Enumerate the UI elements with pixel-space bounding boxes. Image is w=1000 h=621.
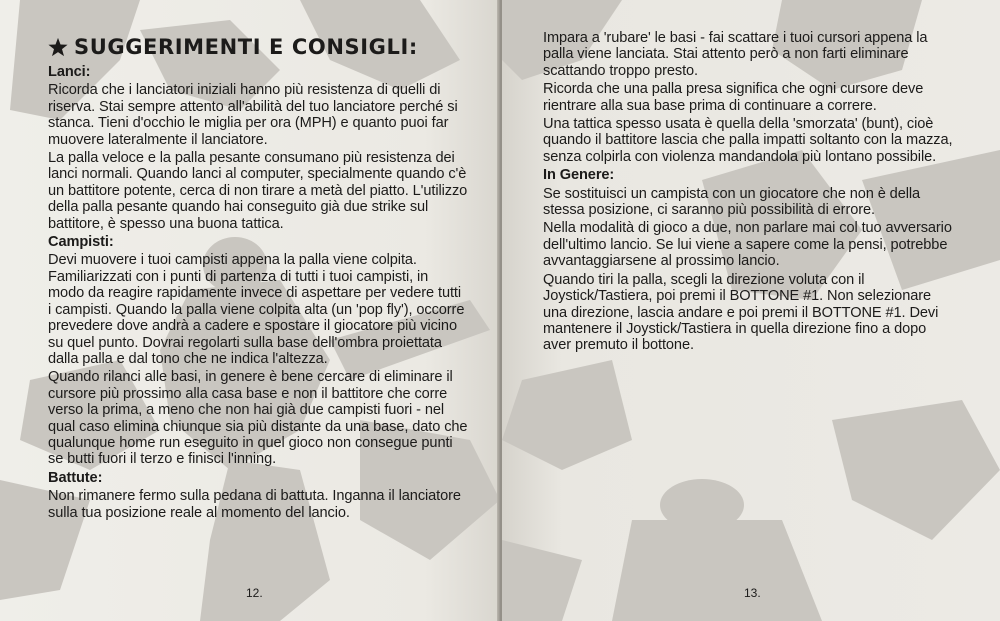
paragraph: Quando tiri la palla, scegli la direzione voluta con il Joystick/Tastiera, poi premi il BOTTONE #1. Non selezionare una direzione, lascia andare e poi premi il BOTTONE #1. Devi mantenere il Joystick/Tastiera in quella direzione fino a dopo aver premuto il bottone. (543, 271, 939, 354)
paragraph: Una tattica spesso usata è quella della 'smorzata' (bunt), cioè quando il battitore lascia che palla impatti soltanto con la mazza, senza colpirla con violenza mandandola più lontano possibile. (543, 116, 953, 165)
page-title (48, 34, 468, 60)
paragraph: Nella modalità di gioco a due, non parlare mai col tuo avversario dell'ultimo lancio. Se lui viene a sapere come la pensi, potrebbe avvantaggiarsene al prossimo lancio. (543, 220, 952, 270)
section-heading-in-genere: In Genere: (543, 167, 615, 184)
paragraph: Ricorda che i lanciatori iniziali hanno più resistenza di quelli di riserva. Stai sempre attento all'abilità del tuo lanciatore perché si stanca. Tieni d'occhio le miglia per ora (MPH) e quanto puoi far muovere lateralmente il lanciatore. (48, 82, 458, 148)
paragraph: Devi muovere i tuoi campisti appena la palla viene colpita. Familiarizzati con i punti di partenza di tutti i tuoi campisti, in modo da reagire rapidamente invece di aspettare per vedere tutti i campisti. Quando la palla viene colpita alta (un 'pop fly'), occorre prevedere dove andrà a cadere e spostare il giocatore più vicino su quel punto. Dovrai regolarti sulla base dell'ombra proiettata dalla palla e dal tono che ne indica l'altezza. (48, 252, 465, 367)
paragraph: Se sostituisci un campista con un giocatore che non è della stessa posizione, ci saranno più possibilità di errore. (543, 185, 921, 219)
section-heading-battute: Battute: (48, 469, 103, 486)
page-number-right: 13. (744, 586, 761, 600)
paragraph: La palla veloce e la palla pesante consumano più resistenza dei lanci normali. Quando lanci al computer, specialmente quando c'è un battitore potente, cerca di non tirare a metà del piatto. L'utilizzo della palla pesante quando hai conseguito già due strike sul battitore, è spesso una buona tattica. (48, 150, 468, 232)
star-icon (48, 37, 68, 57)
page-title-text: SUGGERIMENTI E CONSIGLI: (74, 35, 418, 59)
paragraph: Impara a 'rubare' le basi - fai scattare i tuoi cursori appena la palla viene lanciata. Stai attento però a non farti eliminare scattando troppo presto. (543, 30, 928, 79)
left-page-content (48, 34, 468, 523)
right-page-content (543, 30, 958, 356)
paragraph: Quando rilanci alle basi, in genere è bene cercare di eliminare il cursore più prossimo alla casa base e non il battitore che corre verso la prima, a meno che non hai già due campisti fuori - nel qual caso elimina chiunque sia più distante da una base, dato che qualunque home run eseguito in quel gioco non consegue punti se butti fuori il terzo e finisci l'inning. (48, 369, 468, 468)
page-number-left: 12. (246, 586, 263, 600)
paragraph: Ricorda che una palla presa significa che ogni cursore deve rientrare alla sua base prima di continuare a correre. (543, 81, 924, 114)
paragraph: Non rimanere fermo sulla pedana di battuta. Inganna il lanciatore sulla tua posizione reale al momento del lancio. (48, 488, 461, 521)
section-heading-lanci: Lanci: (48, 64, 91, 80)
section-heading-campisti: Campisti: (48, 234, 114, 251)
